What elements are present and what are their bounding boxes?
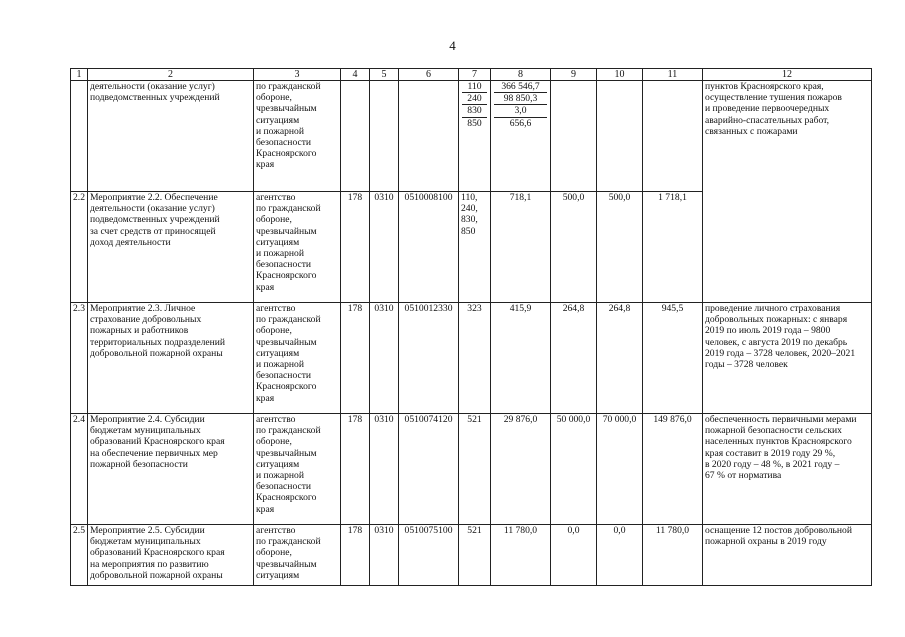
vr-code: 521: [459, 414, 491, 525]
amount-2019: 3,0: [494, 105, 547, 117]
row-number: [71, 81, 88, 192]
grbs-code: 178: [341, 192, 370, 303]
csr-code: [399, 81, 459, 192]
measure-name: Мероприятие 2.2. Обеспечение деятельности (оказание услуг) подведомственных учреждений за счет средств от приносящей доход деятельности: [88, 192, 254, 303]
amount-total: 149 876,0: [643, 414, 703, 525]
expected-result: проведение личного страхования добровольных пожарных: с января 2019 по июль 2019 года – 9800 человек, с августа 2019 по декабрь 2019 года – 3728 человек, 2020–2021 годы – 3728 человек: [703, 303, 872, 414]
expected-result: оснащение 12 постов добровольной пожарной охраны в 2019 году: [703, 525, 872, 586]
table-row: [71, 303, 872, 414]
amount-2020: 50 000,0: [551, 414, 597, 525]
csr-code: 0510012330: [399, 303, 459, 414]
header-cell: 10: [597, 69, 643, 81]
amount-2020: 0,0: [551, 525, 597, 586]
agency-name: по гражданской обороне, чрезвычайным ситуациям и пожарной безопасности Красноярского края: [254, 81, 341, 192]
table-row: [71, 81, 872, 192]
amount-total: 11 780,0: [643, 525, 703, 586]
table-row: [71, 525, 872, 586]
amount-2019: 29 876,0: [491, 414, 551, 525]
agency-name: агентство по гражданской обороне, чрезвычайным ситуациям: [254, 525, 341, 586]
amount-2019-list: [491, 81, 551, 192]
header-cell: 1: [71, 69, 88, 81]
agency-name: агентство по гражданской обороне, чрезвычайным ситуациям и пожарной безопасности Красноярского края: [254, 303, 341, 414]
header-row: [71, 69, 872, 81]
vr-code: 110: [462, 81, 487, 93]
vr-code: 850: [467, 117, 482, 129]
header-cell: 3: [254, 69, 341, 81]
rzpr-code: 0310: [370, 303, 399, 414]
row-number: 2.3: [71, 303, 88, 414]
grbs-code: 178: [341, 525, 370, 586]
header-cell: 7: [459, 69, 491, 81]
rzpr-code: 0310: [370, 525, 399, 586]
header-cell: 11: [643, 69, 703, 81]
csr-code: 0510074120: [399, 414, 459, 525]
amount-total: 945,5: [643, 303, 703, 414]
rzpr-code: 0310: [370, 192, 399, 303]
header-cell: 6: [399, 69, 459, 81]
rzpr-code: [370, 81, 399, 192]
grbs-code: 178: [341, 303, 370, 414]
amount-2021: 500,0: [597, 192, 643, 303]
rzpr-code: 0310: [370, 414, 399, 525]
amount-2019: 415,9: [491, 303, 551, 414]
expected-result: обеспеченность первичными мерами пожарной безопасности сельских населенных пунктов Красноярского края составит в 2019 году 29 %, в 2020 году – 48 %, в 2021 году – 67 % от норматива: [703, 414, 872, 525]
amount-2019: 366 546,7: [494, 81, 547, 93]
amount-2020: [551, 81, 597, 192]
amount-2019: 11 780,0: [491, 525, 551, 586]
amount-2021: [597, 81, 643, 192]
measure-name: Мероприятие 2.4. Субсидии бюджетам муниципальных образований Красноярского края на обеспечение первичных мер пожарной безопасности: [88, 414, 254, 525]
measure-name: деятельности (оказание услуг) подведомственных учреждений: [88, 81, 254, 192]
program-table: [70, 68, 872, 586]
vr-code: 110, 240, 830, 850: [459, 192, 491, 303]
amount-total: [643, 81, 703, 192]
csr-code: 0510075100: [399, 525, 459, 586]
grbs-code: [341, 81, 370, 192]
amount-2019: 718,1: [491, 192, 551, 303]
vr-code-list: [459, 81, 491, 192]
header-cell: 12: [703, 69, 872, 81]
amount-2021: 264,8: [597, 303, 643, 414]
amount-total: 1 718,1: [643, 192, 703, 303]
measure-name: Мероприятие 2.3. Личное страхование добровольных пожарных и работников территориальных подразделений добровольной пожарной охраны: [88, 303, 254, 414]
row-number: 2.4: [71, 414, 88, 525]
measure-name: Мероприятие 2.5. Субсидии бюджетам муниципальных образований Красноярского края на мероприятия по развитию добровольной пожарной охраны: [88, 525, 254, 586]
header-cell: 4: [341, 69, 370, 81]
amount-2021: 70 000,0: [597, 414, 643, 525]
page-number: 4: [449, 38, 456, 53]
vr-code: 240: [462, 93, 487, 105]
header-cell: 9: [551, 69, 597, 81]
amount-2019: 656,6: [509, 117, 532, 129]
vr-code: 521: [459, 525, 491, 586]
agency-name: агентство по гражданской обороне, чрезвычайным ситуациям и пожарной безопасности Красноярского края: [254, 414, 341, 525]
amount-2020: 264,8: [551, 303, 597, 414]
grbs-code: 178: [341, 414, 370, 525]
expected-result: пунктов Красноярского края, осуществление тушения пожаров и проведение первоочередных аварийно-спасательных работ, связанных с пожарами: [703, 81, 872, 303]
header-cell: 2: [88, 69, 254, 81]
amount-2021: 0,0: [597, 525, 643, 586]
amount-2019: 98 850,3: [494, 93, 547, 105]
csr-code: 0510008100: [399, 192, 459, 303]
row-number: 2.5: [71, 525, 88, 586]
header-cell: 5: [370, 69, 399, 81]
table-row: [71, 414, 872, 525]
amount-2020: 500,0: [551, 192, 597, 303]
vr-code: 830: [462, 105, 487, 117]
agency-name: агентство по гражданской обороне, чрезвычайным ситуациям и пожарной безопасности Красноярского края: [254, 192, 341, 303]
vr-code: 323: [459, 303, 491, 414]
row-number: 2.2: [71, 192, 88, 303]
header-cell: 8: [491, 69, 551, 81]
